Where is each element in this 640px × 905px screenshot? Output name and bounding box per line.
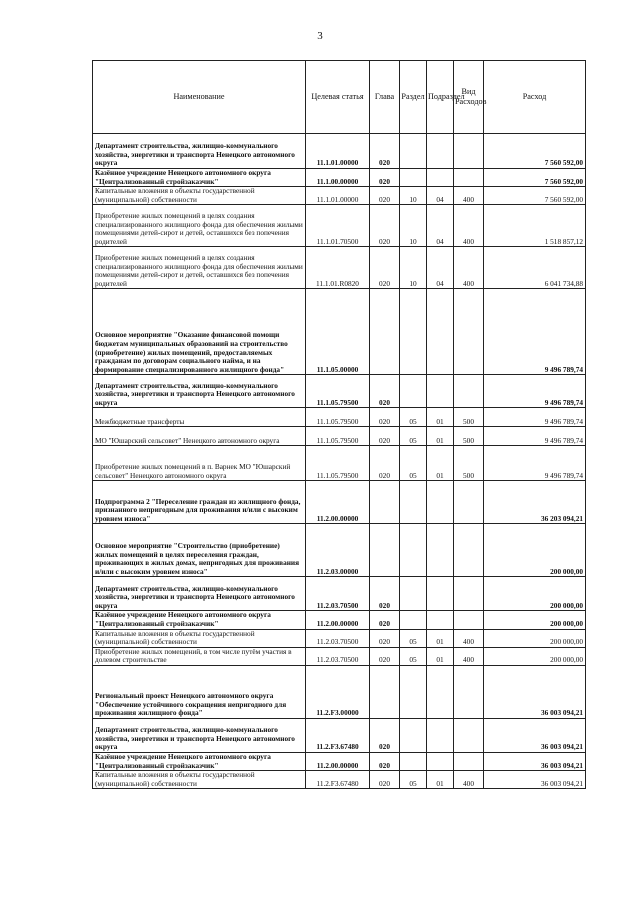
cell-name: Приобретение жилых помещений в п. Варнек МО "Юшарский сельсовет" Ненецкого автономного округа xyxy=(93,446,306,481)
cell-amount: 7 560 592,00 xyxy=(484,134,586,169)
cell-name: Основное мероприятие "Оказание финансовой помощи бюджетам муниципальных образований на строительство (приобретение) жилых помещений, предоставляемых гражданам по договорам социального найма, и на формирование специализированного жилищного фонда" xyxy=(93,289,306,375)
cell-chapter: 020 xyxy=(370,577,400,611)
cell-section: 05 xyxy=(400,771,427,789)
cell-amount: 200 000,00 xyxy=(484,647,586,665)
cell-exp-type: 400 xyxy=(454,247,484,289)
cell-target: 11.1.00.00000 xyxy=(306,169,370,187)
cell-amount: 200 000,00 xyxy=(484,577,586,611)
cell-exp-type xyxy=(454,375,484,408)
cell-target: 11.1.05.79500 xyxy=(306,375,370,408)
cell-section xyxy=(400,134,427,169)
budget-table xyxy=(92,60,586,789)
cell-subsection xyxy=(427,752,454,770)
cell-name: Капитальные вложения в объекты государственной (муниципальной) собственности xyxy=(93,771,306,789)
cell-target: 11.2.03.00000 xyxy=(306,524,370,577)
table-row xyxy=(93,611,586,629)
cell-section xyxy=(400,718,427,752)
cell-target: 11.2.F3.00000 xyxy=(306,665,370,718)
cell-exp-type: 500 xyxy=(454,446,484,481)
header-subsection: Подраздел xyxy=(427,61,454,134)
cell-chapter: 020 xyxy=(370,408,400,427)
cell-chapter: 020 xyxy=(370,752,400,770)
cell-amount: 200 000,00 xyxy=(484,524,586,577)
table-row xyxy=(93,752,586,770)
cell-subsection xyxy=(427,481,454,524)
cell-exp-type xyxy=(454,752,484,770)
cell-subsection xyxy=(427,577,454,611)
cell-subsection xyxy=(427,375,454,408)
cell-exp-type xyxy=(454,169,484,187)
cell-exp-type xyxy=(454,577,484,611)
cell-chapter: 020 xyxy=(370,647,400,665)
cell-subsection xyxy=(427,718,454,752)
cell-section xyxy=(400,375,427,408)
cell-section xyxy=(400,611,427,629)
cell-chapter: 020 xyxy=(370,771,400,789)
table-row xyxy=(93,187,586,205)
cell-section xyxy=(400,752,427,770)
table-row xyxy=(93,665,586,718)
cell-subsection xyxy=(427,524,454,577)
header-target-article: Целевая статья xyxy=(306,61,370,134)
header-section: Раздел xyxy=(400,61,427,134)
cell-target: 11.2.00.00000 xyxy=(306,481,370,524)
header-chapter: Глава xyxy=(370,61,400,134)
cell-chapter: 020 xyxy=(370,205,400,247)
cell-section xyxy=(400,481,427,524)
cell-exp-type: 400 xyxy=(454,205,484,247)
table-row xyxy=(93,205,586,247)
cell-name: Капитальные вложения в объекты государственной (муниципальной) собственности xyxy=(93,187,306,205)
cell-target: 11.2.03.70500 xyxy=(306,629,370,647)
cell-target: 11.1.05.79500 xyxy=(306,427,370,446)
cell-name: Департамент строительства, жилищно-коммунального хозяйства, энергетики и транспорта Ненецкого автономного округа xyxy=(93,134,306,169)
cell-amount: 200 000,00 xyxy=(484,629,586,647)
table-row xyxy=(93,577,586,611)
cell-exp-type xyxy=(454,134,484,169)
cell-exp-type: 400 xyxy=(454,629,484,647)
cell-name: Основное мероприятие "Строительство (приобретение) жилых помещений в целях переселения граждан, проживающих в жилых домах, непригодных для проживания и/или с высоким уровнем износа" xyxy=(93,524,306,577)
cell-target: 11.2.F3.67480 xyxy=(306,718,370,752)
cell-exp-type xyxy=(454,718,484,752)
cell-chapter xyxy=(370,481,400,524)
table-row xyxy=(93,771,586,789)
cell-subsection: 01 xyxy=(427,446,454,481)
cell-name: Департамент строительства, жилищно-коммунального хозяйства, энергетики и транспорта Ненецкого автономного округа xyxy=(93,577,306,611)
cell-section: 05 xyxy=(400,647,427,665)
cell-exp-type: 400 xyxy=(454,647,484,665)
cell-chapter: 020 xyxy=(370,446,400,481)
cell-amount: 36 203 094,21 xyxy=(484,481,586,524)
header-amount: Расход xyxy=(484,61,586,134)
table-row xyxy=(93,481,586,524)
cell-exp-type: 500 xyxy=(454,408,484,427)
cell-section xyxy=(400,289,427,375)
cell-subsection xyxy=(427,169,454,187)
cell-amount: 1 518 857,12 xyxy=(484,205,586,247)
cell-chapter: 020 xyxy=(370,427,400,446)
cell-subsection xyxy=(427,289,454,375)
cell-subsection: 04 xyxy=(427,205,454,247)
cell-chapter xyxy=(370,289,400,375)
cell-target: 11.1.01.R0820 xyxy=(306,247,370,289)
table-row xyxy=(93,408,586,427)
cell-name: Приобретение жилых помещений, в том числе путём участия в долевом строительстве xyxy=(93,647,306,665)
cell-amount: 9 496 789,74 xyxy=(484,408,586,427)
cell-exp-type: 400 xyxy=(454,187,484,205)
cell-target: 11.1.01.70500 xyxy=(306,205,370,247)
cell-name: МО "Юшарский сельсовет" Ненецкого автономного округа xyxy=(93,427,306,446)
cell-chapter: 020 xyxy=(370,169,400,187)
cell-target: 11.1.01.00000 xyxy=(306,134,370,169)
table-row xyxy=(93,169,586,187)
cell-amount: 36 003 094,21 xyxy=(484,752,586,770)
cell-amount: 9 496 789,74 xyxy=(484,427,586,446)
cell-target: 11.1.05.79500 xyxy=(306,408,370,427)
cell-target: 11.2.03.70500 xyxy=(306,647,370,665)
cell-subsection: 01 xyxy=(427,629,454,647)
cell-subsection: 04 xyxy=(427,247,454,289)
table-body xyxy=(93,134,586,789)
cell-subsection: 04 xyxy=(427,187,454,205)
cell-section: 05 xyxy=(400,427,427,446)
cell-amount: 9 496 789,74 xyxy=(484,289,586,375)
cell-subsection: 01 xyxy=(427,771,454,789)
cell-subsection xyxy=(427,665,454,718)
cell-exp-type xyxy=(454,524,484,577)
cell-amount: 6 041 734,88 xyxy=(484,247,586,289)
table-row xyxy=(93,427,586,446)
cell-subsection: 01 xyxy=(427,647,454,665)
cell-chapter: 020 xyxy=(370,718,400,752)
cell-name: Приобретение жилых помещений в целях создания специализированного жилищного фонда для обеспечения жилыми помещениями детей-сирот и детей, оставшихся без попечения родителей xyxy=(93,205,306,247)
header-name: Наименование xyxy=(93,61,306,134)
header-row xyxy=(93,61,586,134)
table-row xyxy=(93,247,586,289)
cell-section xyxy=(400,524,427,577)
cell-chapter: 020 xyxy=(370,247,400,289)
cell-amount: 7 560 592,00 xyxy=(484,187,586,205)
table-row xyxy=(93,446,586,481)
cell-target: 11.1.01.00000 xyxy=(306,187,370,205)
cell-exp-type xyxy=(454,665,484,718)
cell-name: Департамент строительства, жилищно-коммунального хозяйства, энергетики и транспорта Ненецкого автономного округа xyxy=(93,375,306,408)
table-row xyxy=(93,524,586,577)
cell-target: 11.1.05.79500 xyxy=(306,446,370,481)
cell-exp-type xyxy=(454,611,484,629)
cell-section: 10 xyxy=(400,205,427,247)
cell-exp-type: 500 xyxy=(454,427,484,446)
cell-amount: 7 560 592,00 xyxy=(484,169,586,187)
cell-chapter: 020 xyxy=(370,134,400,169)
table-row xyxy=(93,647,586,665)
cell-amount: 200 000,00 xyxy=(484,611,586,629)
cell-section: 05 xyxy=(400,446,427,481)
cell-chapter: 020 xyxy=(370,375,400,408)
table-row xyxy=(93,289,586,375)
cell-section: 05 xyxy=(400,408,427,427)
cell-amount: 36 003 094,21 xyxy=(484,771,586,789)
cell-target: 11.2.F3.67480 xyxy=(306,771,370,789)
cell-target: 11.2.00.00000 xyxy=(306,752,370,770)
table-row xyxy=(93,629,586,647)
cell-chapter xyxy=(370,524,400,577)
cell-name: Казённое учреждение Ненецкого автономного округа "Централизованный стройзаказчик" xyxy=(93,752,306,770)
table-row xyxy=(93,718,586,752)
cell-amount: 9 496 789,74 xyxy=(484,375,586,408)
cell-name: Казённое учреждение Ненецкого автономного округа "Централизованный стройзаказчик" xyxy=(93,169,306,187)
cell-section xyxy=(400,665,427,718)
cell-target: 11.2.03.70500 xyxy=(306,577,370,611)
cell-chapter: 020 xyxy=(370,629,400,647)
cell-name: Региональный проект Ненецкого автономного округа "Обеспечение устойчивого сокращения непригодного для проживания жилищного фонда" xyxy=(93,665,306,718)
cell-exp-type: 400 xyxy=(454,771,484,789)
cell-name: Казённое учреждение Ненецкого автономного округа "Централизованный стройзаказчик" xyxy=(93,611,306,629)
cell-section xyxy=(400,577,427,611)
cell-target: 11.2.00.00000 xyxy=(306,611,370,629)
cell-name: Департамент строительства, жилищно-коммунального хозяйства, энергетики и транспорта Ненецкого автономного округа xyxy=(93,718,306,752)
cell-name: Межбюджетные трансферты xyxy=(93,408,306,427)
cell-exp-type xyxy=(454,481,484,524)
cell-section: 10 xyxy=(400,187,427,205)
cell-chapter: 020 xyxy=(370,187,400,205)
cell-subsection xyxy=(427,134,454,169)
cell-amount: 9 496 789,74 xyxy=(484,446,586,481)
header-expense-type: Вид Расходов xyxy=(454,61,484,134)
cell-section xyxy=(400,169,427,187)
cell-name: Приобретение жилых помещений в целях создания специализированного жилищного фонда для обеспечения жилыми помещениями детей-сирот и детей, оставшихся без попечения родителей xyxy=(93,247,306,289)
cell-target: 11.1.05.00000 xyxy=(306,289,370,375)
table-row xyxy=(93,375,586,408)
cell-section: 10 xyxy=(400,247,427,289)
cell-exp-type xyxy=(454,289,484,375)
cell-amount: 36 003 094,21 xyxy=(484,718,586,752)
cell-amount: 36 003 094,21 xyxy=(484,665,586,718)
cell-name: Капитальные вложения в объекты государственной (муниципальной) собственности xyxy=(93,629,306,647)
cell-chapter xyxy=(370,665,400,718)
cell-subsection xyxy=(427,611,454,629)
table-row xyxy=(93,134,586,169)
cell-chapter: 020 xyxy=(370,611,400,629)
cell-subsection: 01 xyxy=(427,408,454,427)
page-number: 3 xyxy=(317,30,323,42)
cell-section: 05 xyxy=(400,629,427,647)
cell-name: Подпрограмма 2 "Переселение граждан из жилищного фонда, признанного непригодным для проживания и/или с высоким уровнем износа" xyxy=(93,481,306,524)
cell-subsection: 01 xyxy=(427,427,454,446)
